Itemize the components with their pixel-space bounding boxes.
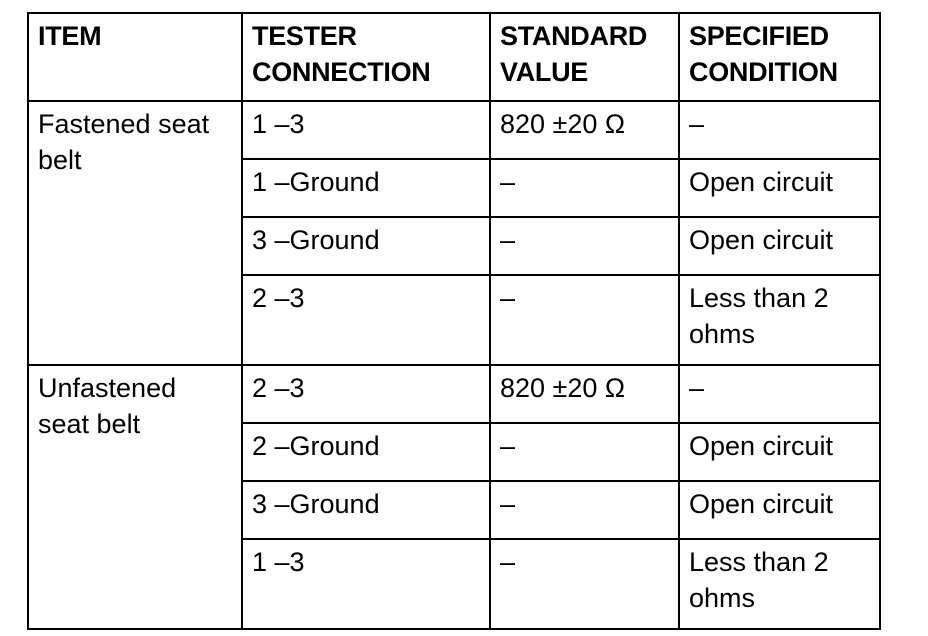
connection-cell: 3 –Ground: [242, 481, 490, 539]
item-cell: Fastened seat belt: [28, 101, 242, 365]
standard-value-cell: –: [490, 539, 679, 629]
header-standard-value: STANDARD VALUE: [490, 13, 679, 101]
header-tester-connection: TESTER CONNECTION: [242, 13, 490, 101]
standard-value-cell: 820 ±20 Ω: [490, 365, 679, 423]
header-item: ITEM: [28, 13, 242, 101]
condition-cell: –: [679, 365, 880, 423]
table-row: [28, 101, 880, 159]
header-row: [28, 13, 880, 101]
connection-cell: 2 –Ground: [242, 423, 490, 481]
specification-table: [27, 12, 881, 630]
condition-cell: Open circuit: [679, 481, 880, 539]
connection-cell: 2 –3: [242, 365, 490, 423]
connection-cell: 1 –3: [242, 539, 490, 629]
standard-value-cell: 820 ±20 Ω: [490, 101, 679, 159]
standard-value-cell: –: [490, 275, 679, 365]
standard-value-cell: –: [490, 423, 679, 481]
table-body: [28, 101, 880, 629]
table-row: [28, 365, 880, 423]
condition-cell: Open circuit: [679, 159, 880, 217]
item-cell: Unfastened seat belt: [28, 365, 242, 629]
connection-cell: 1 –Ground: [242, 159, 490, 217]
condition-cell: Less than 2 ohms: [679, 275, 880, 365]
connection-cell: 3 –Ground: [242, 217, 490, 275]
condition-cell: Open circuit: [679, 423, 880, 481]
condition-cell: Open circuit: [679, 217, 880, 275]
condition-cell: –: [679, 101, 880, 159]
standard-value-cell: –: [490, 217, 679, 275]
table-header: [28, 13, 880, 101]
header-specified-condition: SPECIFIED CONDITION: [679, 13, 880, 101]
connection-cell: 1 –3: [242, 101, 490, 159]
standard-value-cell: –: [490, 159, 679, 217]
condition-cell: Less than 2 ohms: [679, 539, 880, 629]
standard-value-cell: –: [490, 481, 679, 539]
connection-cell: 2 –3: [242, 275, 490, 365]
